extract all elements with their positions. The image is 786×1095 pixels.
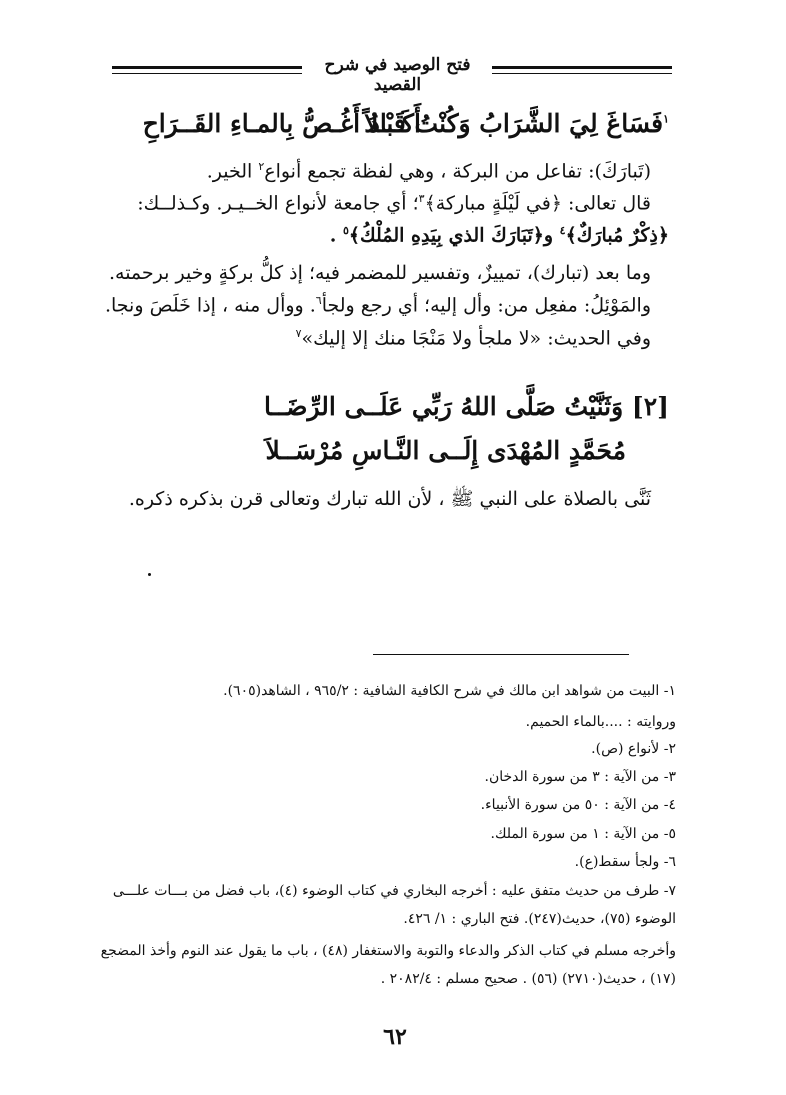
commentary-line-3 bbox=[330, 224, 669, 246]
footnote-6: ٦- ولجأ سقط(ع). bbox=[574, 854, 676, 870]
commentary-line-4: وما بعد (تبارك)، تمييزٌ، وتفسير للمضمر فيه؛ إذ كلُّ بركةٍ وخير برحمته. bbox=[108, 262, 651, 284]
verse2-second-hemistich: مُحَمَّدٍ المُهْدَى إِلَــى النَّـاسِ مُرْسَــلاَ bbox=[265, 436, 626, 465]
verse2-first-hemistich bbox=[264, 392, 669, 421]
commentary-line-2 bbox=[137, 192, 651, 214]
hadith-quote: وفي الحديث: «لا ملجأ ولا مَنْجَا منك إلا إليك» bbox=[301, 327, 651, 350]
footnote-7: ٧- طرف من حديث متفق عليه : أخرجه البخاري في كتاب الوضوء (٤)، باب فضل من بـــات علـــى bbox=[112, 883, 676, 899]
commentary-line-5-end: . ووأل منه ، إذا خَلَصَ ونجا. bbox=[104, 294, 316, 317]
footnote-4: ٤- من الآية : ٥٠ من سورة الأنبياء. bbox=[480, 797, 676, 813]
footnote-separator bbox=[373, 654, 629, 655]
footnote-1-cont: وروايته : ....بالماء الحميم. bbox=[525, 714, 676, 730]
verse2-explanation: ثَنَّى بالصلاة على النبي ﷺ ، لأن الله تبارك وتعالى قرن بذكره ذكره. bbox=[128, 488, 651, 510]
header-rule-left bbox=[112, 66, 302, 80]
header-rule-right bbox=[492, 66, 672, 80]
commentary-line-6 bbox=[296, 327, 651, 349]
commentary-line-2-text: قال تعالى: ﴿في لَيْلَةٍ مباركة﴾ bbox=[424, 192, 651, 215]
running-header: فتح الوصيد في شرح القصيد bbox=[324, 55, 471, 95]
footnote-2: ٢- لأنواع (ص). bbox=[591, 741, 676, 757]
commentary-line-1 bbox=[207, 160, 651, 182]
footnote-ref: ٣ bbox=[418, 192, 425, 205]
footnote-ref: ٧ bbox=[295, 327, 302, 340]
commentary-line-2-end: ؛ أي جامعة لأنواع الخــيـر. وكـذلــك: bbox=[137, 192, 419, 215]
commentary-line-5-text: والمَوْئِلُ: مفعِل من: وأل إليه؛ أي رجع ولجأ bbox=[321, 294, 651, 317]
verse1-right-text: فَسَاغَ لِيَ الشَّرَابُ وَكُنْتُ قَبْـلاً bbox=[364, 109, 664, 138]
footnote-5: ٥- من الآية : ١ من سورة الملك. bbox=[490, 826, 676, 842]
quran-quote-2: و﴿تَبَارَكَ الذي بِيَدِهِ المُلْكُ﴾ bbox=[348, 224, 560, 247]
commentary-line-1-text: (تَبارَكَ): تفاعل من البركة ، وهي لفظة تجمع أنواع bbox=[264, 160, 651, 183]
verse1-second-hemistich bbox=[143, 109, 421, 138]
footnote-ref: ٢ bbox=[258, 160, 265, 173]
footnote-ref: ٦ bbox=[315, 294, 322, 307]
quran-quote-1: ﴿ذِكْرٌ مُبارَكٌ﴾ bbox=[565, 224, 669, 247]
footnote-1: ١- البيت من شواهد ابن مالك في شرح الكافية الشافية : ٩٦٥/٢ ، الشاهد(٦٠٥). bbox=[223, 683, 676, 699]
footnote-3: ٣- من الآية : ٣ من سورة الدخان. bbox=[484, 769, 676, 785]
verse2-line1-text: وَثَنَّيْتُ صَلَّى اللهُ رَبِّي عَلَــى الرِّضَــا bbox=[263, 392, 624, 421]
page-number: ٦٢ bbox=[383, 1024, 407, 1050]
footnote-ref: ٤ bbox=[559, 224, 566, 237]
footnote-7-cont: الوضوء (٧٥)، حديث(٢٤٧). فتح الباري : ١/ ٤٢٦. bbox=[403, 911, 676, 927]
footnote-ref: ١ bbox=[663, 112, 669, 126]
stray-dot bbox=[148, 573, 151, 576]
footnote-7-cont-3: (١٧) ، حديث(٢٧١٠) (٥٦) . صحيح مسلم : ٢٠٨٢/٤ . bbox=[380, 971, 676, 987]
footnote-7-cont-2: وأخرجه مسلم في كتاب الذكر والدعاء والتوبة والاستغفار (٤٨) ، باب ما يقول عند النوم وأخذ المضجع bbox=[100, 943, 676, 959]
commentary-line-1-end: الخير. bbox=[206, 160, 259, 183]
verse-number: [٢] bbox=[631, 392, 669, 421]
verse1-left-text: أَكَــادُ أَغُـصُّ بِالمـاءِ القَــرَاحِ bbox=[142, 109, 421, 138]
footnote-ref: ٥ bbox=[342, 224, 349, 237]
commentary-line-3-end: . bbox=[329, 224, 343, 247]
commentary-line-5 bbox=[105, 294, 651, 316]
